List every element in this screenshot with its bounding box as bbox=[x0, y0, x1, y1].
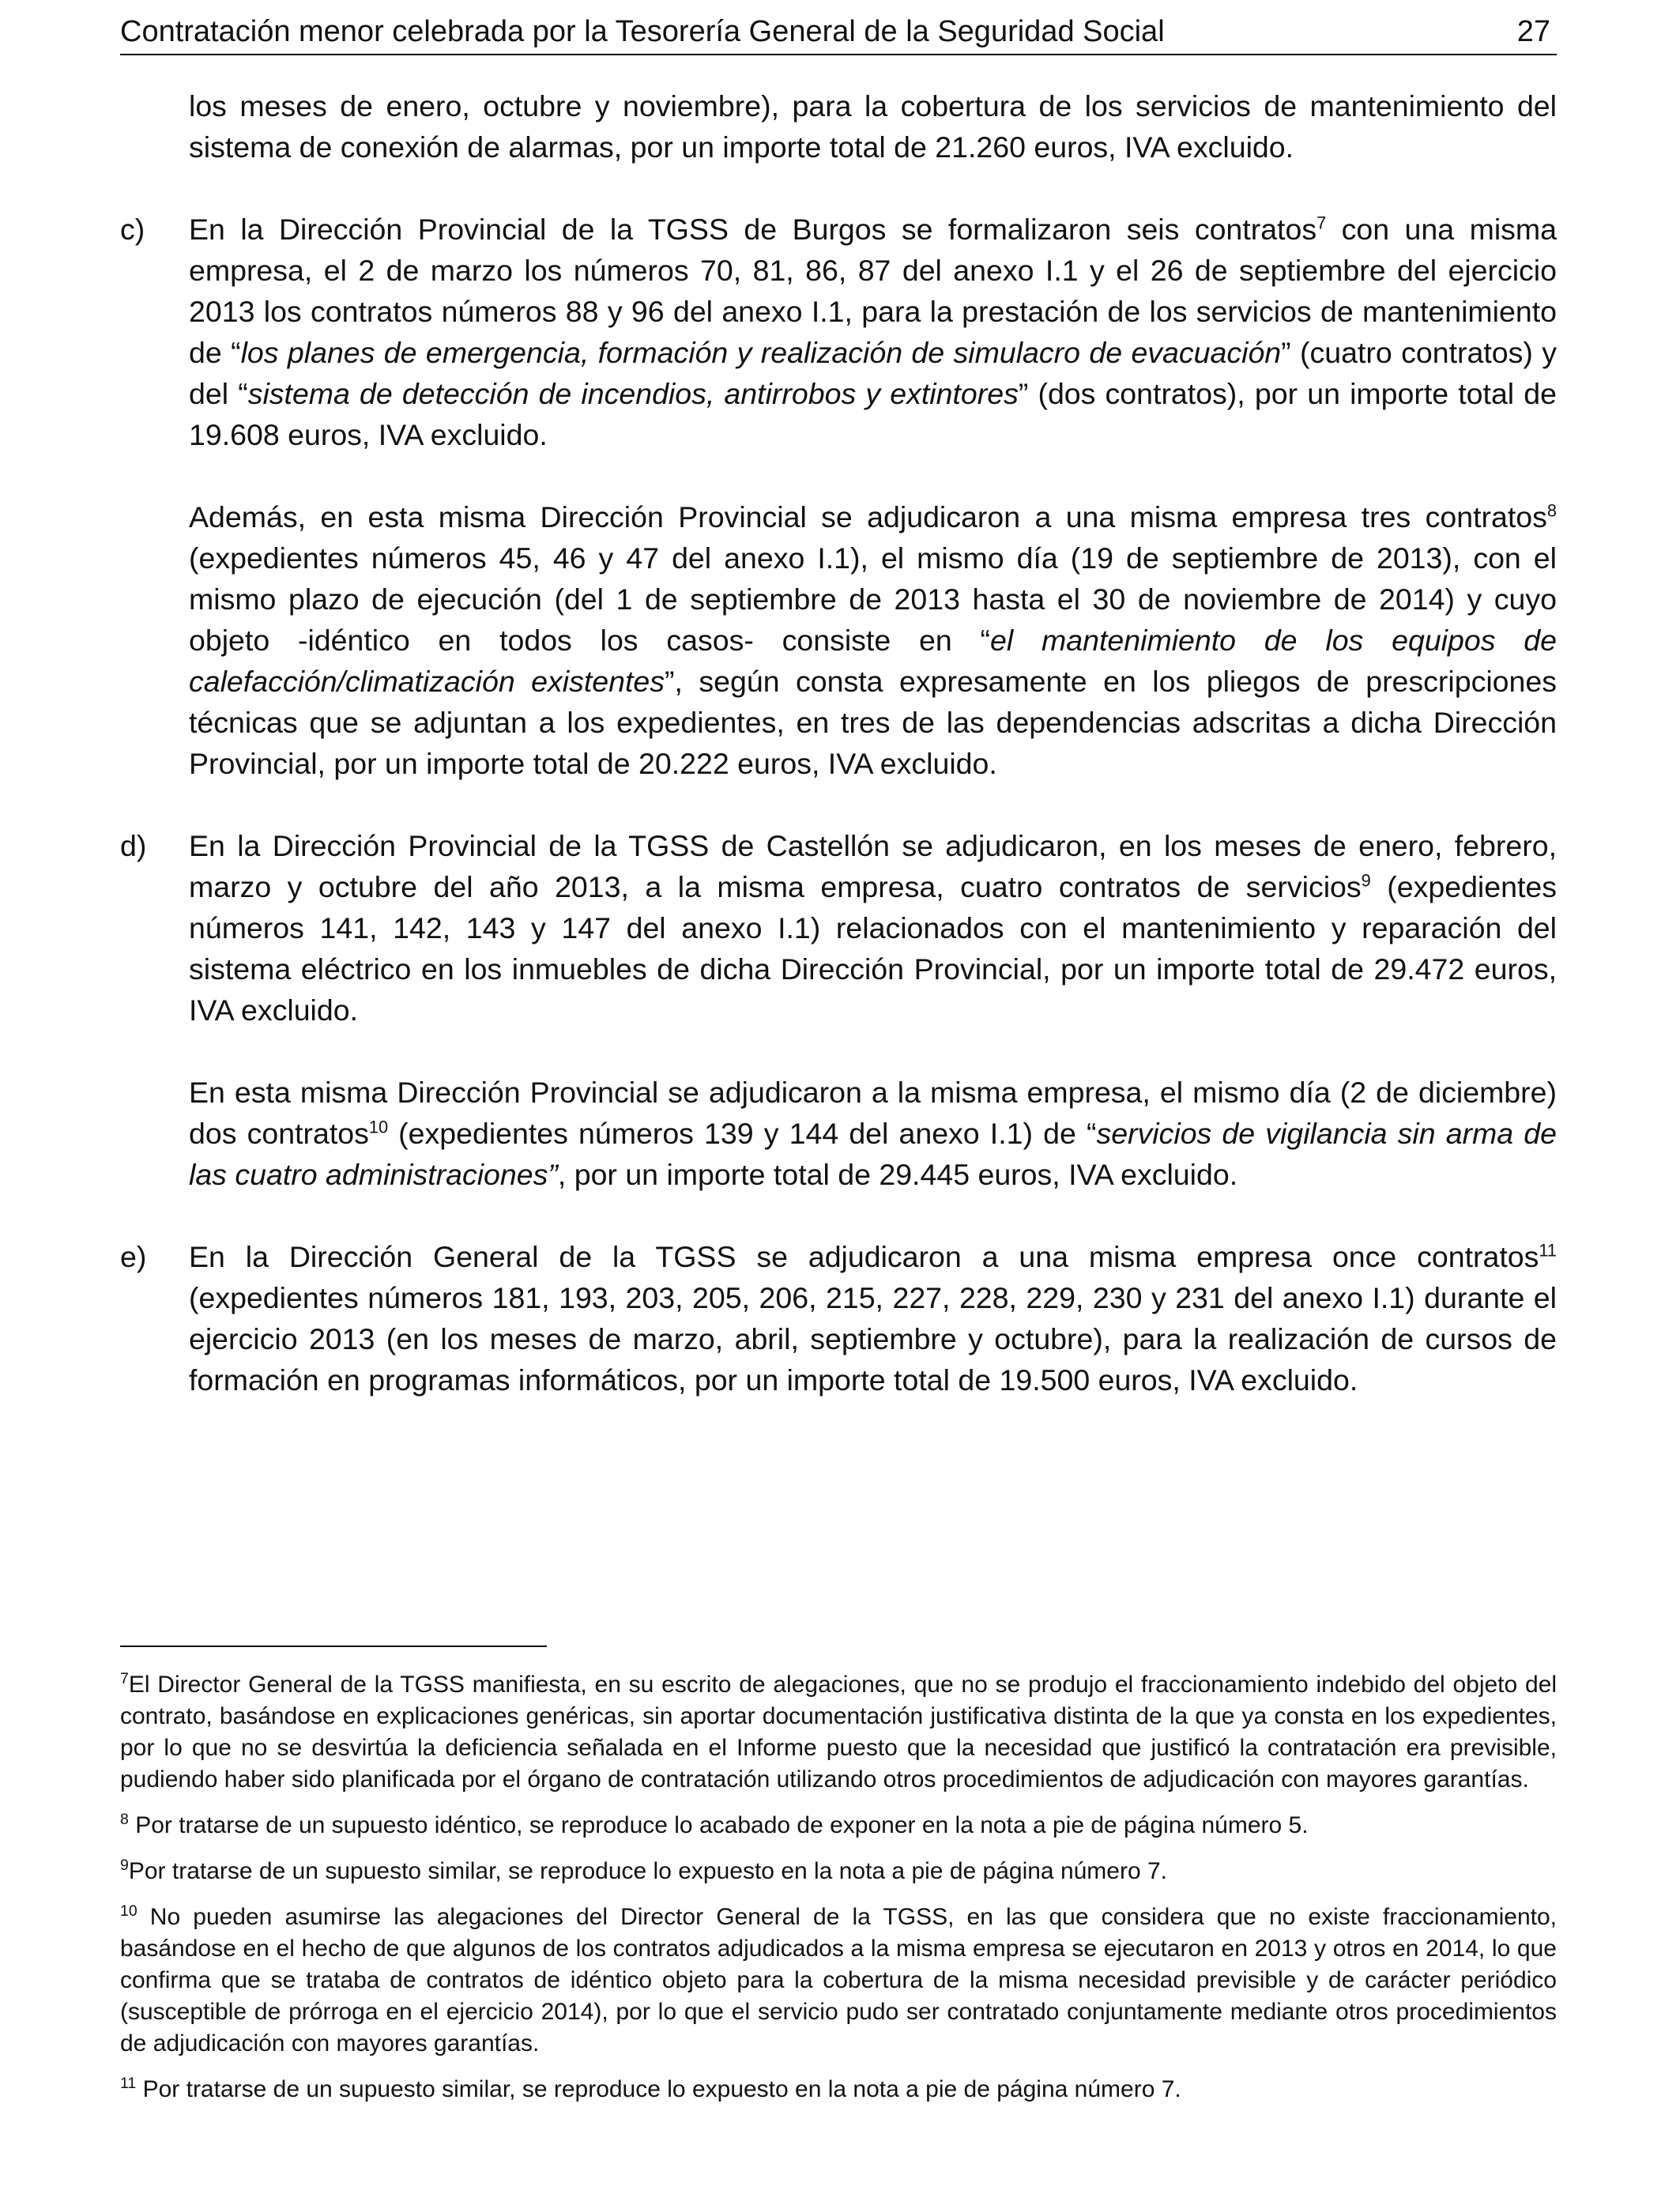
paragraph bbox=[189, 1072, 1557, 1195]
footnote-number: 10 bbox=[120, 1902, 137, 1920]
list-item-content bbox=[189, 825, 1557, 1195]
paragraph bbox=[189, 825, 1557, 1031]
page-number: 27 bbox=[1516, 15, 1550, 48]
text-run: (expedientes números 181, 193, 203, 205, 206, 215, 227, 228, 229, 230 y 231 del anexo I.1) durante el ejercicio 2013 (en los meses de marzo, abril, septiembre y octubre), para la realización de cursos de formación en programas informáticos, por un importe total de 19.500 euros, IVA excluido. bbox=[189, 1281, 1557, 1397]
italic-run: el mantenimiento de los equipos de calefacción/climatización existentes bbox=[189, 624, 1557, 698]
text-run: En esta misma Dirección Provincial se adjudicaron a la misma empresa, el mismo día (2 de diciembre) dos contratos bbox=[189, 1076, 1557, 1150]
footnote-text: Por tratarse de un supuesto idéntico, se reproduce lo acabado de exponer en la nota a pie de página número 5. bbox=[128, 1812, 1309, 1838]
text-run: En la Dirección Provincial de la TGSS de Burgos se formalizaron seis contratos bbox=[189, 213, 1317, 246]
list-item-e bbox=[120, 1236, 1557, 1400]
text-run: (expedientes números 141, 142, 143 y 147 del anexo I.1) relacionados con el mantenimiento y reparación del sistema eléctrico en los inmuebles de dicha Dirección Provincial, por un importe total de 29.472 euros, IVA excluido. bbox=[189, 870, 1557, 1027]
text-run: (expedientes números 139 y 144 del anexo I.1) de “ bbox=[388, 1117, 1097, 1150]
text-run: ”, según consta expresamente en los pliegos de prescripciones técnicas que se adjuntan a los expedientes, en tres de las dependencias adscritas a dicha Dirección Provincial, por un importe total de 20.222 euros, IVA excluido. bbox=[189, 665, 1557, 780]
footnote-10 bbox=[120, 1902, 1557, 2060]
italic-run: los planes de emergencia, formación y realización de simulacro de evacuación bbox=[240, 336, 1282, 369]
footnote-8 bbox=[120, 1810, 1557, 1842]
text-run: En la Dirección Provincial de la TGSS de Castellón se adjudicaron, en los meses de enero, febrero, marzo y octubre del año 2013, a la misma empresa, cuatro contratos de servicios bbox=[189, 829, 1557, 903]
footnote-number: 9 bbox=[120, 1857, 129, 1874]
paragraph bbox=[189, 1236, 1557, 1400]
text-run: ” (cuatro contratos) y del “ bbox=[189, 336, 1557, 410]
list-marker: e) bbox=[120, 1240, 147, 1273]
running-header bbox=[120, 13, 1557, 55]
text-run: Además, en esta misma Dirección Provincial se adjudicaron a una misma empresa tres contratos bbox=[189, 500, 1547, 533]
text-run: En la Dirección General de la TGSS se adjudicaron a una misma empresa once contratos bbox=[189, 1240, 1539, 1273]
text-run: , por un importe total de 29.445 euros, IVA excluido. bbox=[557, 1158, 1238, 1191]
footnote-number: 11 bbox=[120, 2075, 137, 2092]
list-marker: d) bbox=[120, 829, 147, 862]
text-run: con una misma empresa, el 2 de marzo los números 70, 81, 86, 87 del anexo I.1 y el 26 de septiembre del ejercicio 2013 los contratos números 88 y 96 del anexo I.1, para la prestación de los servicios de mantenimiento de “ bbox=[189, 213, 1557, 369]
footnote-text: El Director General de la TGSS manifiesta, en su escrito de alegaciones, que no se produjo el fraccionamiento indebido del objeto del contrato, basándose en explicaciones genéricas, sin aportar documentación justificativa distinta de la que ya consta en los expedientes, por lo que no se desvirtúa la deficiencia señalada en el Informe puesto que la necesidad que justificó la contratación era previsible, pudiendo haber sido planificada por el órgano de contratación utilizando otros procedimientos de adjudicación con mayores garantías. bbox=[120, 1672, 1557, 1793]
footnote-ref[interactable]: 11 bbox=[1539, 1240, 1557, 1261]
footnote-text: Por tratarse de un supuesto similar, se reproduce lo expuesto en la nota a pie de página número 7. bbox=[128, 1858, 1168, 1884]
footnote-ref[interactable]: 8 bbox=[1546, 500, 1557, 521]
paragraph bbox=[189, 209, 1557, 455]
list-item-content bbox=[189, 1236, 1557, 1400]
footnote-number: 8 bbox=[120, 1811, 129, 1828]
footnote-ref[interactable]: 10 bbox=[368, 1117, 389, 1137]
footnote-separator bbox=[120, 1646, 547, 1647]
footnote-9 bbox=[120, 1856, 1557, 1887]
footnote-number: 7 bbox=[120, 1670, 129, 1687]
list-marker: c) bbox=[120, 213, 145, 246]
list-item-content bbox=[189, 209, 1557, 784]
list-item-c bbox=[120, 209, 1557, 784]
intro-paragraph: los meses de enero, octubre y noviembre), para la cobertura de los servicios de mantenimiento del sistema de conexión de alarmas, por un importe total de 21.260 euros, IVA excluido. bbox=[189, 89, 1557, 164]
text-run: (expedientes números 45, 46 y 47 del anexo I.1), el mismo día (19 de septiembre de 2013), con el mismo plazo de ejecución (del 1 de septiembre de 2013 hasta el 30 de noviembre de 2014) y cuyo objeto -idéntico en todos los casos- consiste en “ bbox=[189, 541, 1557, 657]
italic-run: servicios de vigilancia sin arma de las cuatro administraciones” bbox=[189, 1117, 1557, 1191]
body-text bbox=[120, 85, 1557, 1442]
footnote-text: Por tratarse de un supuesto similar, se reproduce lo expuesto en la nota a pie de página número 7. bbox=[136, 2076, 1181, 2102]
footnotes bbox=[120, 1669, 1557, 2120]
footnote-ref[interactable]: 9 bbox=[1361, 870, 1371, 891]
footnote-ref[interactable]: 7 bbox=[1317, 213, 1327, 233]
paragraph bbox=[189, 496, 1557, 784]
footnote-text: No pueden asumirse las alegaciones del Director General de la TGSS, en las que considera que no existe fraccionamiento, basándose en el hecho de que algunos de los contratos adjudicados a la misma empresa se ejecutaron en 2013 y otros en 2014, lo que confirma que se trataba de contratos de idéntico objeto para la cobertura de la misma necesidad previsible y de carácter periódico (susceptible de prórroga en el ejercicio 2014), por lo que el servicio pudo ser contratado conjuntamente mediante otros procedimientos de adjudicación con mayores garantías. bbox=[120, 1904, 1557, 2056]
list-item-d bbox=[120, 825, 1557, 1195]
footnote-11 bbox=[120, 2074, 1557, 2105]
header-title: Contratación menor celebrada por la Tesorería General de la Seguridad Social bbox=[120, 15, 1165, 48]
italic-run: sistema de detección de incendios, antirrobos y extintores bbox=[247, 377, 1019, 410]
text-run: ” (dos contratos), por un importe total de 19.608 euros, IVA excluido. bbox=[189, 377, 1557, 451]
footnote-7 bbox=[120, 1669, 1557, 1796]
document-page bbox=[120, 0, 1557, 2194]
